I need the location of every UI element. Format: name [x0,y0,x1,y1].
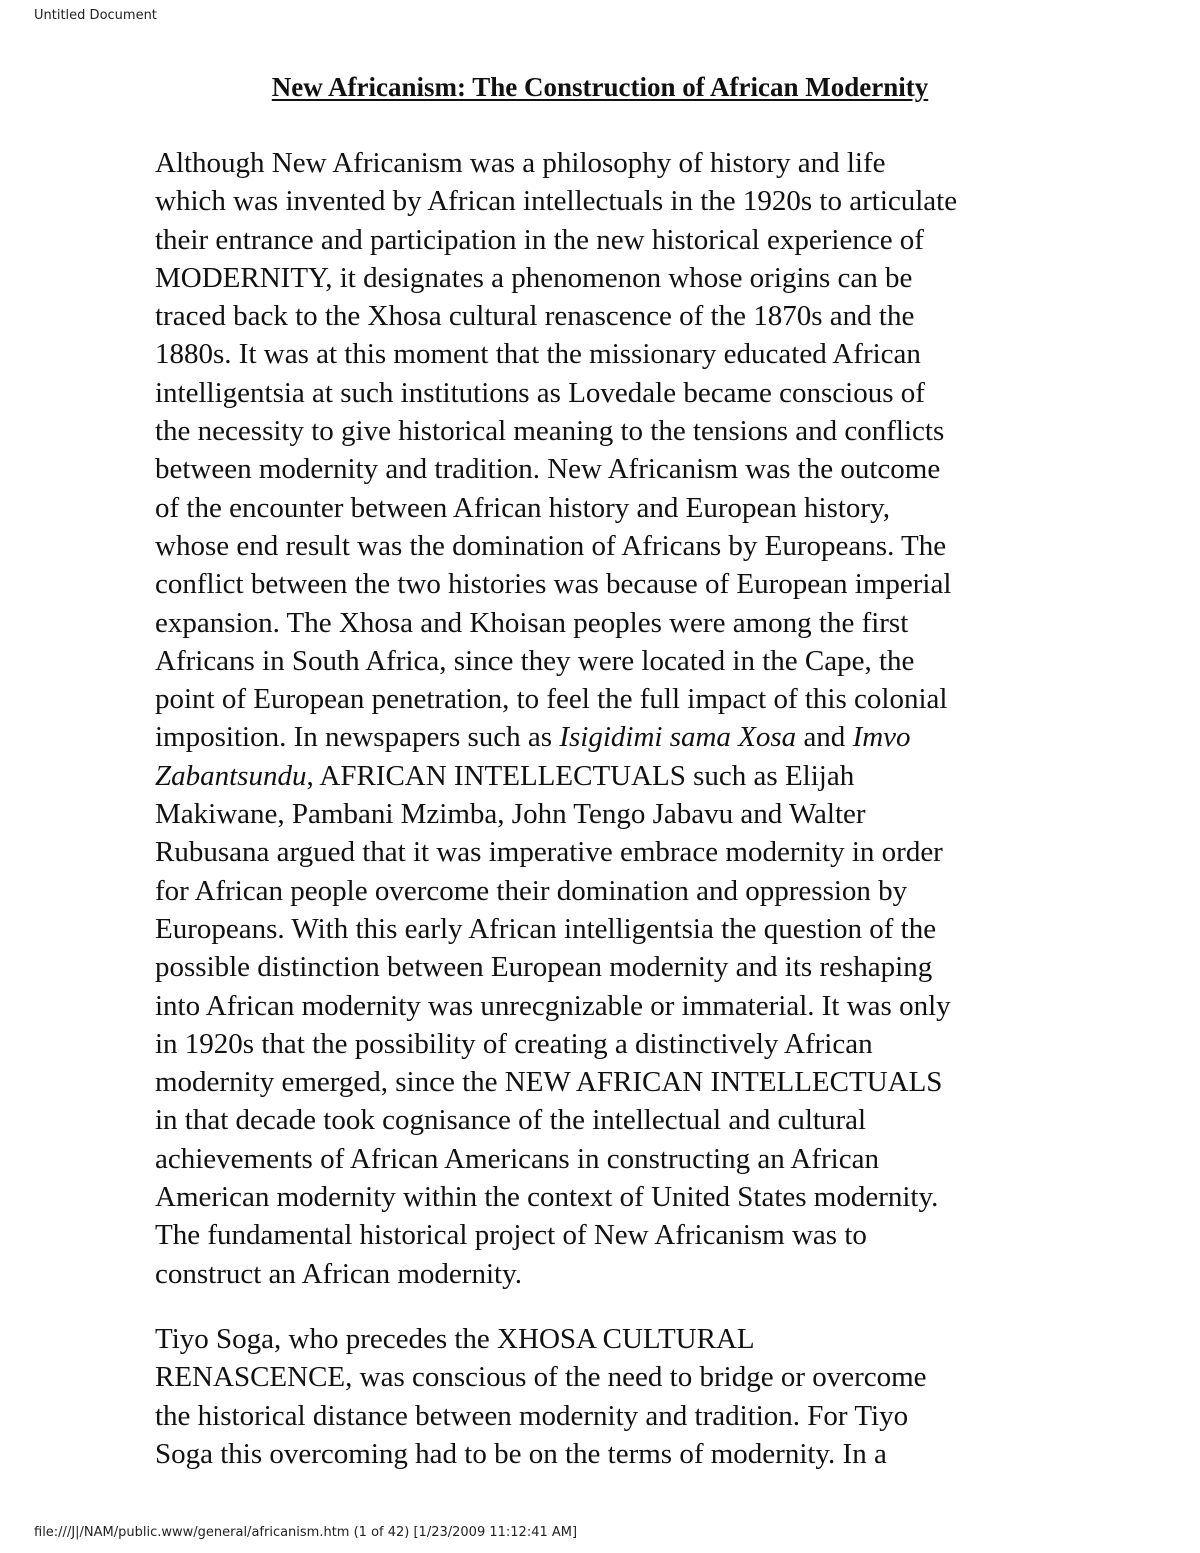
text-segment: American modernity within the context of United States modernity. [155,1181,939,1214]
text-segment: construct an African modernity. [155,1257,522,1290]
text-segment: in that decade took cognisance of the intellectual and cultural [155,1104,867,1137]
text-segment: point of European penetration, to feel the full impact of this colonial [155,683,948,716]
text-segment: modernity emerged, since the NEW AFRICAN INTELLECTUALS [155,1066,943,1099]
document-title: New Africanism: The Construction of African Modernity [271,72,929,102]
italic-text-segment: Imvo [852,721,911,754]
text-segment: of the encounter between African history and European history, [155,491,890,524]
text-segment: into African modernity was unrecgnizable or immaterial. It was only [155,989,951,1022]
text-segment: which was invented by African intellectuals in the 1920s to articulate [155,185,958,218]
window-title: Untitled Document [34,8,157,23]
italic-text-segment: Isigidimi sama Xosa [559,721,797,754]
text-segment: 1880s. It was at this moment that the missionary educated African [155,338,921,371]
text-segment: the necessity to give historical meaning to the tensions and conflicts [155,415,945,448]
text-segment: possible distinction between European modernity and its reshaping [155,951,933,984]
text-segment: Africans in South Africa, since they were located in the Cape, the [155,644,915,677]
text-segment: for African people overcome their domination and oppression by [155,874,908,907]
text-segment: conflict between the two histories was because of European imperial [155,568,952,601]
text-segment: traced back to the Xhosa cultural renascence of the 1870s and the [155,300,915,333]
text-segment: Although New Africanism was a philosophy of history and life [155,147,886,179]
text-segment: their entrance and participation in the new historical experience of [155,223,924,256]
text-segment: RENASCENCE, was conscious of the need to bridge or overcome [155,1361,927,1394]
text-segment: expansion. The Xhosa and Khoisan peoples were among the first [155,606,909,639]
text-segment: , AFRICAN INTELLECTUALS such as Elijah [306,759,855,792]
text-segment: Soga this overcoming had to be on the terms of modernity. In a [155,1437,887,1470]
text-segment: the historical distance between modernity and tradition. For Tiyo [155,1399,909,1432]
italic-text-segment: Zabantsundu [155,759,307,792]
text-segment: and [796,721,853,754]
text-segment: Tiyo Soga, who precedes the XHOSA CULTURAL [155,1323,755,1355]
text-segment: achievements of African Americans in constructing an African [155,1142,879,1175]
text-segment: whose end result was the domination of Africans by Europeans. The [155,529,947,562]
paragraph-1 [155,144,1050,1293]
text-segment: in 1920s that the possibility of creating a distinctively African [155,1027,873,1060]
text-segment: The fundamental historical project of New Africanism was to [155,1219,867,1252]
text-segment: Rubusana argued that it was imperative embrace modernity in order [155,836,943,869]
text-segment: intelligentsia at such institutions as Lovedale became conscious of [155,376,925,409]
file-info-footer: file:///J|/NAM/public.www/general/africanism.htm (1 of 42) [1/23/2009 11:12:41 AM] [34,1525,578,1540]
paragraph-2 [155,1320,1050,1473]
text-segment: MODERNITY, it designates a phenomenon whose origins can be [155,261,913,294]
text-segment: Makiwane, Pambani Mzimba, John Tengo Jabavu and Walter [155,798,866,831]
text-segment: imposition. In newspapers such as [155,721,560,754]
text-segment: Europeans. With this early African intelligentsia the question of the [155,912,937,945]
text-segment: between modernity and tradition. New Africanism was the outcome [155,453,941,486]
